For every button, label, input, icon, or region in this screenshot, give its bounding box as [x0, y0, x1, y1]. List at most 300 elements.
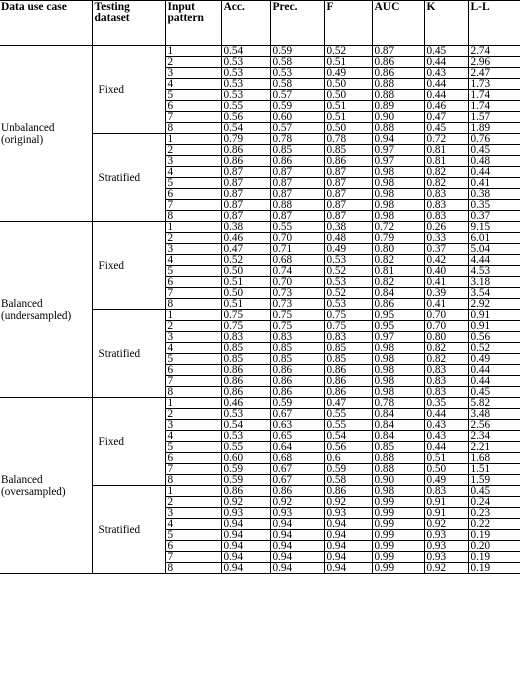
acc-cell: 0.46 [221, 398, 270, 409]
k-cell: 0.92 [424, 563, 468, 574]
prec-cell: 0.73 [270, 299, 324, 310]
k-cell: 0.44 [424, 57, 468, 68]
f-cell: 0.52 [324, 288, 372, 299]
acc-cell: 0.94 [221, 541, 270, 552]
k-cell: 0.83 [424, 189, 468, 200]
input-pattern-cell: 3 [165, 508, 221, 519]
prec-cell: 0.87 [270, 167, 324, 178]
input-pattern-cell: 1 [165, 398, 221, 409]
k-cell: 0.51 [424, 453, 468, 464]
auc-cell: 0.98 [372, 354, 424, 365]
auc-cell: 0.98 [372, 486, 424, 497]
prec-cell: 0.85 [270, 354, 324, 365]
input-pattern-cell: 6 [165, 277, 221, 288]
l-l-cell: 2.34 [468, 431, 520, 442]
k-cell: 0.44 [424, 79, 468, 90]
f-cell: 0.49 [324, 68, 372, 79]
prec-cell: 0.59 [270, 398, 324, 409]
k-cell: 0.47 [424, 112, 468, 123]
input-pattern-cell: 2 [165, 409, 221, 420]
table-row [0, 46, 520, 57]
l-l-cell: 0.45 [468, 145, 520, 156]
table-row [0, 398, 520, 409]
acc-cell: 0.87 [221, 167, 270, 178]
acc-cell: 0.75 [221, 321, 270, 332]
k-cell: 0.83 [424, 486, 468, 497]
k-cell: 0.83 [424, 387, 468, 398]
k-cell: 0.82 [424, 178, 468, 189]
acc-cell: 0.85 [221, 354, 270, 365]
acc-cell: 0.92 [221, 497, 270, 508]
acc-cell: 0.46 [221, 233, 270, 244]
acc-cell: 0.53 [221, 409, 270, 420]
input-pattern-cell: 7 [165, 112, 221, 123]
acc-cell: 0.86 [221, 145, 270, 156]
f-cell: 0.86 [324, 387, 372, 398]
l-l-cell: 4.44 [468, 255, 520, 266]
auc-cell: 0.99 [372, 552, 424, 563]
k-cell: 0.35 [424, 398, 468, 409]
header-input-pattern: Input pattern [165, 1, 221, 46]
acc-cell: 0.87 [221, 200, 270, 211]
l-l-cell: 0.19 [468, 552, 520, 563]
prec-cell: 0.94 [270, 541, 324, 552]
l-l-cell: 0.91 [468, 321, 520, 332]
f-cell: 0.75 [324, 310, 372, 321]
l-l-cell: 0.20 [468, 541, 520, 552]
acc-cell: 0.75 [221, 310, 270, 321]
acc-cell: 0.87 [221, 178, 270, 189]
input-pattern-cell: 4 [165, 255, 221, 266]
prec-cell: 0.55 [270, 222, 324, 233]
acc-cell: 0.51 [221, 277, 270, 288]
auc-cell: 0.95 [372, 310, 424, 321]
f-cell: 0.38 [324, 222, 372, 233]
input-pattern-cell: 1 [165, 310, 221, 321]
k-cell: 0.45 [424, 123, 468, 134]
l-l-cell: 3.48 [468, 409, 520, 420]
k-cell: 0.26 [424, 222, 468, 233]
k-cell: 0.70 [424, 321, 468, 332]
prec-cell: 0.67 [270, 475, 324, 486]
l-l-cell: 1.51 [468, 464, 520, 475]
l-l-cell: 4.53 [468, 266, 520, 277]
k-cell: 0.50 [424, 464, 468, 475]
l-l-cell: 1.74 [468, 90, 520, 101]
testing-dataset-cell: Stratified [92, 134, 165, 222]
acc-cell: 0.93 [221, 508, 270, 519]
l-l-cell: 0.76 [468, 134, 520, 145]
f-cell: 0.87 [324, 200, 372, 211]
k-cell: 0.46 [424, 101, 468, 112]
auc-cell: 0.86 [372, 57, 424, 68]
auc-cell: 0.82 [372, 255, 424, 266]
k-cell: 0.43 [424, 68, 468, 79]
k-cell: 0.40 [424, 266, 468, 277]
input-pattern-cell: 7 [165, 288, 221, 299]
header-row [0, 1, 520, 46]
auc-cell: 0.99 [372, 497, 424, 508]
prec-cell: 0.67 [270, 409, 324, 420]
k-cell: 0.70 [424, 310, 468, 321]
f-cell: 0.87 [324, 189, 372, 200]
l-l-cell: 2.74 [468, 46, 520, 57]
k-cell: 0.49 [424, 475, 468, 486]
testing-dataset-cell: Fixed [92, 222, 165, 310]
k-cell: 0.81 [424, 145, 468, 156]
input-pattern-cell: 4 [165, 519, 221, 530]
prec-cell: 0.57 [270, 90, 324, 101]
k-cell: 0.91 [424, 497, 468, 508]
input-pattern-cell: 7 [165, 200, 221, 211]
f-cell: 0.50 [324, 123, 372, 134]
prec-cell: 0.67 [270, 464, 324, 475]
l-l-cell: 1.73 [468, 79, 520, 90]
prec-cell: 0.92 [270, 497, 324, 508]
k-cell: 0.44 [424, 442, 468, 453]
prec-cell: 0.63 [270, 420, 324, 431]
input-pattern-cell: 8 [165, 387, 221, 398]
prec-cell: 0.87 [270, 178, 324, 189]
f-cell: 0.87 [324, 211, 372, 222]
l-l-cell: 1.59 [468, 475, 520, 486]
auc-cell: 0.88 [372, 90, 424, 101]
testing-dataset-cell: Fixed [92, 46, 165, 134]
prec-cell: 0.74 [270, 266, 324, 277]
l-l-cell: 0.44 [468, 376, 520, 387]
prec-cell: 0.73 [270, 288, 324, 299]
input-pattern-cell: 3 [165, 156, 221, 167]
prec-cell: 0.87 [270, 211, 324, 222]
results-table-body [0, 1, 520, 574]
prec-cell: 0.86 [270, 376, 324, 387]
f-cell: 0.47 [324, 398, 372, 409]
input-pattern-cell: 7 [165, 464, 221, 475]
f-cell: 0.92 [324, 497, 372, 508]
l-l-cell: 0.22 [468, 519, 520, 530]
l-l-cell: 0.35 [468, 200, 520, 211]
input-pattern-cell: 4 [165, 431, 221, 442]
input-pattern-cell: 5 [165, 178, 221, 189]
input-pattern-cell: 5 [165, 90, 221, 101]
acc-cell: 0.55 [221, 101, 270, 112]
acc-cell: 0.86 [221, 376, 270, 387]
prec-cell: 0.70 [270, 233, 324, 244]
input-pattern-cell: 6 [165, 453, 221, 464]
data-use-case-cell: Balanced (oversampled) [0, 398, 92, 574]
input-pattern-cell: 4 [165, 343, 221, 354]
testing-dataset-cell: Stratified [92, 486, 165, 574]
k-cell: 0.83 [424, 365, 468, 376]
input-pattern-cell: 6 [165, 365, 221, 376]
input-pattern-cell: 8 [165, 123, 221, 134]
prec-cell: 0.93 [270, 508, 324, 519]
auc-cell: 0.84 [372, 420, 424, 431]
f-cell: 0.48 [324, 233, 372, 244]
l-l-cell: 0.24 [468, 497, 520, 508]
f-cell: 0.51 [324, 101, 372, 112]
k-cell: 0.91 [424, 508, 468, 519]
acc-cell: 0.94 [221, 563, 270, 574]
auc-cell: 0.98 [372, 376, 424, 387]
header-f: F [324, 1, 372, 46]
l-l-cell: 2.21 [468, 442, 520, 453]
auc-cell: 0.78 [372, 398, 424, 409]
prec-cell: 0.58 [270, 57, 324, 68]
header-acc: Acc. [221, 1, 270, 46]
input-pattern-cell: 7 [165, 552, 221, 563]
k-cell: 0.44 [424, 409, 468, 420]
table-row [0, 222, 520, 233]
prec-cell: 0.86 [270, 486, 324, 497]
input-pattern-cell: 2 [165, 321, 221, 332]
f-cell: 0.94 [324, 519, 372, 530]
prec-cell: 0.94 [270, 563, 324, 574]
acc-cell: 0.38 [221, 222, 270, 233]
auc-cell: 0.79 [372, 233, 424, 244]
k-cell: 0.33 [424, 233, 468, 244]
acc-cell: 0.50 [221, 288, 270, 299]
auc-cell: 0.88 [372, 464, 424, 475]
input-pattern-cell: 8 [165, 563, 221, 574]
prec-cell: 0.59 [270, 101, 324, 112]
acc-cell: 0.53 [221, 79, 270, 90]
acc-cell: 0.85 [221, 343, 270, 354]
acc-cell: 0.53 [221, 431, 270, 442]
auc-cell: 0.81 [372, 266, 424, 277]
f-cell: 0.54 [324, 431, 372, 442]
input-pattern-cell: 5 [165, 442, 221, 453]
header-data-use-case: Data use case [0, 1, 92, 46]
auc-cell: 0.98 [372, 178, 424, 189]
k-cell: 0.82 [424, 354, 468, 365]
acc-cell: 0.59 [221, 464, 270, 475]
f-cell: 0.85 [324, 343, 372, 354]
input-pattern-cell: 8 [165, 475, 221, 486]
prec-cell: 0.53 [270, 68, 324, 79]
l-l-cell: 3.54 [468, 288, 520, 299]
k-cell: 0.83 [424, 211, 468, 222]
prec-cell: 0.94 [270, 530, 324, 541]
prec-cell: 0.68 [270, 255, 324, 266]
header-l-l: L-L [468, 1, 520, 46]
input-pattern-cell: 3 [165, 332, 221, 343]
auc-cell: 0.85 [372, 442, 424, 453]
prec-cell: 0.87 [270, 189, 324, 200]
l-l-cell: 3.18 [468, 277, 520, 288]
header-prec: Prec. [270, 1, 324, 46]
acc-cell: 0.86 [221, 486, 270, 497]
acc-cell: 0.59 [221, 475, 270, 486]
k-cell: 0.44 [424, 90, 468, 101]
auc-cell: 0.84 [372, 431, 424, 442]
auc-cell: 0.98 [372, 167, 424, 178]
prec-cell: 0.60 [270, 112, 324, 123]
input-pattern-cell: 2 [165, 57, 221, 68]
f-cell: 0.85 [324, 145, 372, 156]
acc-cell: 0.51 [221, 299, 270, 310]
prec-cell: 0.78 [270, 134, 324, 145]
f-cell: 0.6 [324, 453, 372, 464]
prec-cell: 0.68 [270, 453, 324, 464]
l-l-cell: 0.38 [468, 189, 520, 200]
acc-cell: 0.53 [221, 90, 270, 101]
input-pattern-cell: 5 [165, 530, 221, 541]
f-cell: 0.75 [324, 321, 372, 332]
auc-cell: 0.99 [372, 563, 424, 574]
f-cell: 0.78 [324, 134, 372, 145]
acc-cell: 0.54 [221, 123, 270, 134]
f-cell: 0.93 [324, 508, 372, 519]
input-pattern-cell: 3 [165, 244, 221, 255]
f-cell: 0.85 [324, 354, 372, 365]
auc-cell: 0.90 [372, 112, 424, 123]
prec-cell: 0.86 [270, 365, 324, 376]
l-l-cell: 2.96 [468, 57, 520, 68]
acc-cell: 0.53 [221, 68, 270, 79]
acc-cell: 0.79 [221, 134, 270, 145]
l-l-cell: 0.49 [468, 354, 520, 365]
l-l-cell: 0.23 [468, 508, 520, 519]
l-l-cell: 0.48 [468, 156, 520, 167]
auc-cell: 0.99 [372, 508, 424, 519]
testing-dataset-cell: Stratified [92, 310, 165, 398]
prec-cell: 0.59 [270, 46, 324, 57]
f-cell: 0.51 [324, 112, 372, 123]
f-cell: 0.83 [324, 332, 372, 343]
auc-cell: 0.82 [372, 277, 424, 288]
f-cell: 0.94 [324, 552, 372, 563]
k-cell: 0.80 [424, 332, 468, 343]
k-cell: 0.92 [424, 519, 468, 530]
auc-cell: 0.86 [372, 68, 424, 79]
testing-dataset-cell: Fixed [92, 398, 165, 486]
l-l-cell: 2.47 [468, 68, 520, 79]
input-pattern-cell: 1 [165, 46, 221, 57]
f-cell: 0.59 [324, 464, 372, 475]
l-l-cell: 0.44 [468, 167, 520, 178]
acc-cell: 0.94 [221, 530, 270, 541]
auc-cell: 0.88 [372, 123, 424, 134]
prec-cell: 0.58 [270, 79, 324, 90]
input-pattern-cell: 1 [165, 222, 221, 233]
acc-cell: 0.94 [221, 519, 270, 530]
f-cell: 0.51 [324, 57, 372, 68]
header-auc: AUC [372, 1, 424, 46]
auc-cell: 0.99 [372, 530, 424, 541]
k-cell: 0.37 [424, 244, 468, 255]
prec-cell: 0.85 [270, 145, 324, 156]
l-l-cell: 0.56 [468, 332, 520, 343]
auc-cell: 0.90 [372, 475, 424, 486]
auc-cell: 0.99 [372, 541, 424, 552]
l-l-cell: 1.57 [468, 112, 520, 123]
input-pattern-cell: 6 [165, 189, 221, 200]
prec-cell: 0.57 [270, 123, 324, 134]
input-pattern-cell: 2 [165, 233, 221, 244]
l-l-cell: 0.19 [468, 530, 520, 541]
prec-cell: 0.83 [270, 332, 324, 343]
f-cell: 0.49 [324, 244, 372, 255]
acc-cell: 0.55 [221, 442, 270, 453]
input-pattern-cell: 1 [165, 486, 221, 497]
f-cell: 0.58 [324, 475, 372, 486]
f-cell: 0.53 [324, 277, 372, 288]
auc-cell: 0.97 [372, 332, 424, 343]
input-pattern-cell: 4 [165, 167, 221, 178]
k-cell: 0.45 [424, 46, 468, 57]
auc-cell: 0.94 [372, 134, 424, 145]
l-l-cell: 0.37 [468, 211, 520, 222]
auc-cell: 0.97 [372, 145, 424, 156]
k-cell: 0.83 [424, 200, 468, 211]
l-l-cell: 0.52 [468, 343, 520, 354]
l-l-cell: 1.68 [468, 453, 520, 464]
f-cell: 0.87 [324, 167, 372, 178]
f-cell: 0.50 [324, 79, 372, 90]
l-l-cell: 1.89 [468, 123, 520, 134]
auc-cell: 0.98 [372, 211, 424, 222]
input-pattern-cell: 5 [165, 354, 221, 365]
acc-cell: 0.94 [221, 552, 270, 563]
f-cell: 0.56 [324, 442, 372, 453]
l-l-cell: 0.19 [468, 563, 520, 574]
l-l-cell: 2.56 [468, 420, 520, 431]
prec-cell: 0.71 [270, 244, 324, 255]
acc-cell: 0.56 [221, 112, 270, 123]
auc-cell: 0.98 [372, 189, 424, 200]
input-pattern-cell: 2 [165, 497, 221, 508]
input-pattern-cell: 2 [165, 145, 221, 156]
k-cell: 0.83 [424, 376, 468, 387]
acc-cell: 0.54 [221, 46, 270, 57]
prec-cell: 0.65 [270, 431, 324, 442]
input-pattern-cell: 6 [165, 541, 221, 552]
f-cell: 0.86 [324, 376, 372, 387]
l-l-cell: 2.92 [468, 299, 520, 310]
f-cell: 0.55 [324, 420, 372, 431]
f-cell: 0.53 [324, 255, 372, 266]
acc-cell: 0.47 [221, 244, 270, 255]
prec-cell: 0.85 [270, 343, 324, 354]
k-cell: 0.43 [424, 420, 468, 431]
auc-cell: 0.72 [372, 222, 424, 233]
k-cell: 0.93 [424, 541, 468, 552]
input-pattern-cell: 5 [165, 266, 221, 277]
k-cell: 0.82 [424, 343, 468, 354]
input-pattern-cell: 7 [165, 376, 221, 387]
acc-cell: 0.87 [221, 211, 270, 222]
acc-cell: 0.60 [221, 453, 270, 464]
prec-cell: 0.64 [270, 442, 324, 453]
k-cell: 0.41 [424, 277, 468, 288]
acc-cell: 0.87 [221, 189, 270, 200]
l-l-cell: 0.91 [468, 310, 520, 321]
k-cell: 0.39 [424, 288, 468, 299]
prec-cell: 0.75 [270, 321, 324, 332]
input-pattern-cell: 8 [165, 211, 221, 222]
auc-cell: 0.98 [372, 343, 424, 354]
l-l-cell: 0.41 [468, 178, 520, 189]
acc-cell: 0.86 [221, 156, 270, 167]
input-pattern-cell: 1 [165, 134, 221, 145]
k-cell: 0.81 [424, 156, 468, 167]
f-cell: 0.94 [324, 563, 372, 574]
acc-cell: 0.53 [221, 57, 270, 68]
auc-cell: 0.84 [372, 288, 424, 299]
auc-cell: 0.99 [372, 519, 424, 530]
l-l-cell: 0.45 [468, 486, 520, 497]
